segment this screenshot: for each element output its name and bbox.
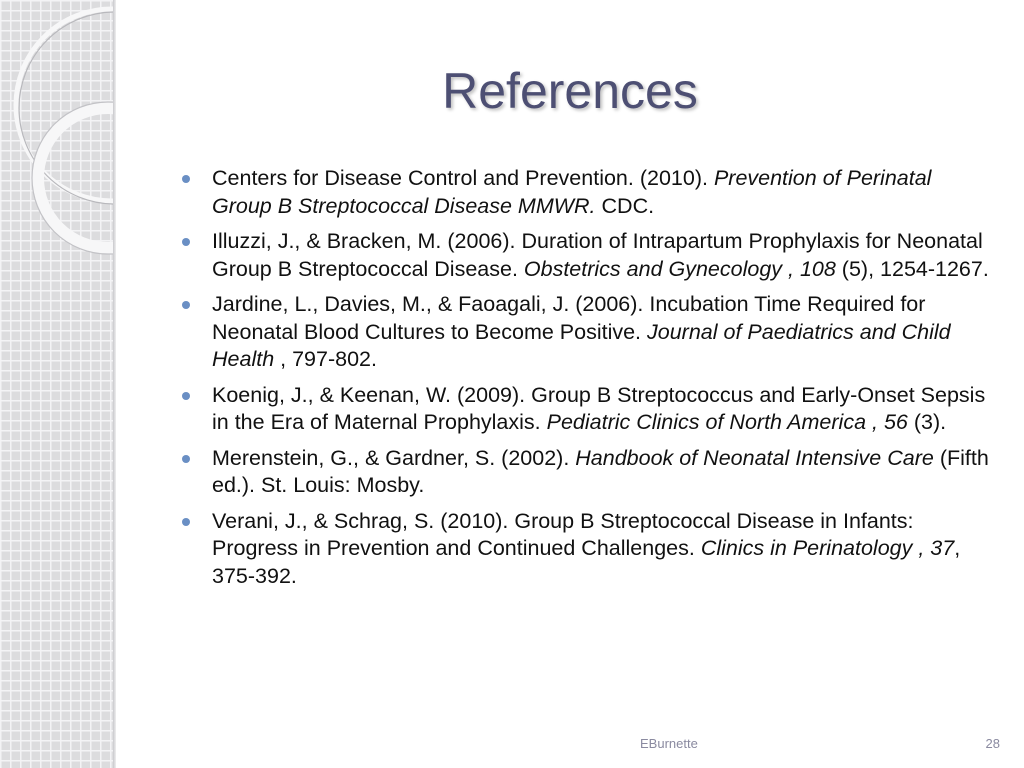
bullet-dot-icon bbox=[182, 238, 190, 246]
reference-item bbox=[180, 508, 992, 591]
reference-source-text: Obstetrics and Gynecology , 108 bbox=[523, 256, 836, 281]
reference-text: Centers for Disease Control and Prevention. (2010). bbox=[212, 166, 714, 190]
reference-text: (5), 1254-1267. bbox=[835, 256, 989, 281]
reference-source-text: Handbook of Neonatal Intensive Care bbox=[575, 445, 934, 470]
reference-text: , 797-802. bbox=[274, 347, 377, 371]
reference-text: (Fifth ed.). St. Louis: Mosby. bbox=[212, 445, 989, 497]
reference-text: Jardine, L., Davies, M., & Faoagali, J. (2006). Incubation Time Required for Neonatal Blood Cultures to Become Positive. bbox=[212, 292, 926, 344]
references-list bbox=[180, 165, 992, 598]
concentric-rings-icon bbox=[0, 0, 113, 768]
page-number: 28 bbox=[985, 736, 1000, 751]
reference-text: Verani, J., & Schrag, S. (2010). Group B Streptococcal Disease in Infants: Progress in Prevention and Continued Challenges. bbox=[212, 508, 914, 560]
reference-source-text: Prevention of Perinatal Group B Streptococcal Disease MMWR. bbox=[212, 166, 932, 218]
reference-source-text: Clinics in Perinatology , 37 bbox=[700, 536, 955, 560]
reference-source-text: Journal of Paediatrics and Child Health bbox=[212, 319, 951, 371]
bullet-dot-icon bbox=[182, 175, 190, 183]
reference-text: Koenig, J., & Keenan, W. (2009). Group B Streptococcus and Early-Onset Sepsis in the Era of Maternal Prophylaxis. bbox=[212, 382, 986, 434]
reference-text: CDC. bbox=[595, 193, 655, 218]
bullet-dot-icon bbox=[182, 518, 190, 526]
reference-text: Merenstein, G., & Gardner, S. (2002). bbox=[212, 445, 576, 470]
reference-item bbox=[180, 165, 992, 220]
reference-item bbox=[180, 228, 992, 283]
reference-item bbox=[180, 382, 992, 437]
reference-item bbox=[180, 445, 992, 500]
reference-text: , 375-392. bbox=[212, 536, 961, 588]
bullet-dot-icon bbox=[182, 455, 190, 463]
reference-text: (3). bbox=[907, 410, 947, 434]
reference-item bbox=[180, 291, 992, 374]
reference-text: Illuzzi, J., & Bracken, M. (2006). Duration of Intrapartum Prophylaxis for Neonatal Group B Streptococcal Disease. bbox=[212, 229, 983, 281]
bullet-dot-icon bbox=[182, 392, 190, 400]
bullet-dot-icon bbox=[182, 301, 190, 309]
reference-source-text: Pediatric Clinics of North America , 56 bbox=[546, 410, 908, 434]
footer-author: EBurnette bbox=[640, 736, 698, 751]
decorative-side-band bbox=[0, 0, 113, 768]
page-title: References bbox=[442, 63, 698, 119]
